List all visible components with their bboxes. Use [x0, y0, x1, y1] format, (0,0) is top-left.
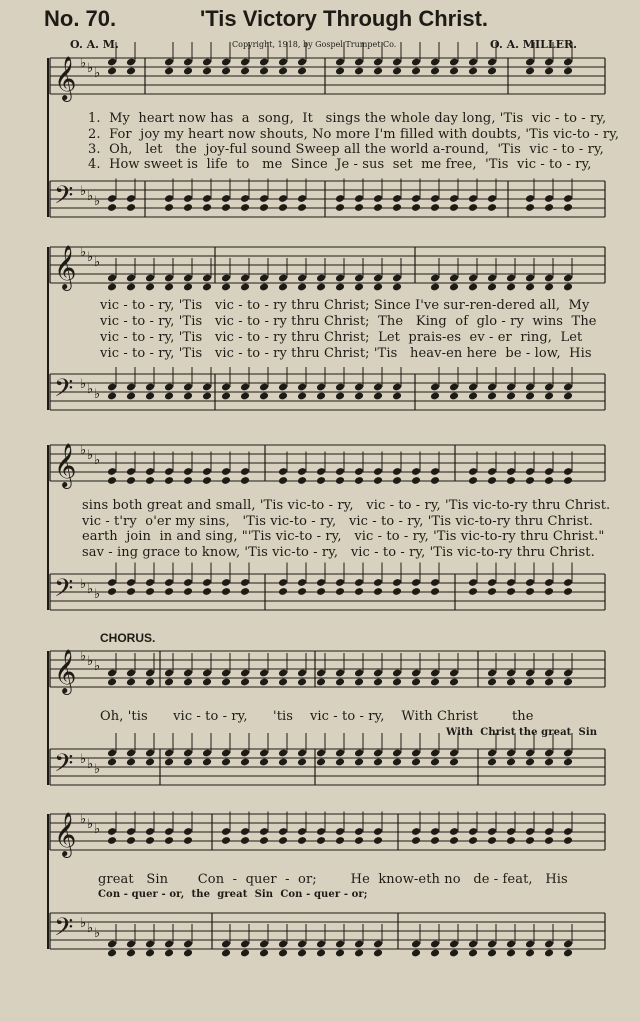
flat-icon: ♭	[94, 453, 101, 468]
bass-clef-icon: 𝄢	[54, 374, 74, 409]
note-head	[544, 949, 554, 958]
note-head	[487, 678, 497, 687]
note-head	[107, 203, 117, 212]
note-head	[449, 836, 459, 845]
note-head	[164, 587, 174, 596]
note-head	[221, 836, 231, 845]
note-head	[392, 392, 402, 401]
flat-icon: ♭	[94, 387, 101, 402]
note-head	[164, 758, 174, 767]
note-head	[164, 203, 174, 212]
note-head	[126, 203, 136, 212]
note-head	[316, 587, 326, 596]
note-head	[278, 949, 288, 958]
flat-icon: ♭	[94, 255, 101, 270]
note-head	[544, 392, 554, 401]
note-head	[145, 283, 155, 292]
note-head	[373, 283, 383, 292]
note-head	[221, 949, 231, 958]
note-head	[525, 949, 535, 958]
note-head	[430, 949, 440, 958]
note-head	[544, 203, 554, 212]
note-head	[183, 392, 193, 401]
note-head	[183, 758, 193, 767]
note-head	[468, 203, 478, 212]
note-head	[202, 392, 212, 401]
note-head	[563, 283, 573, 292]
verse-3-line-1: 3. Oh, let the joy-ful sound Sweep all the world a-round, 'Tis vic - to - ry,	[88, 142, 604, 157]
note-head	[563, 67, 573, 76]
note-head	[525, 392, 535, 401]
note-head	[278, 392, 288, 401]
note-head	[392, 587, 402, 596]
note-head	[392, 758, 402, 767]
note-head	[506, 836, 516, 845]
flat-icon: ♭	[87, 817, 94, 832]
note-head	[202, 283, 212, 292]
note-head	[468, 283, 478, 292]
flat-icon: ♭	[94, 66, 101, 81]
note-head	[563, 476, 573, 485]
note-head	[525, 476, 535, 485]
note-head	[468, 836, 478, 845]
note-head	[430, 476, 440, 485]
note-head	[183, 836, 193, 845]
note-head	[107, 678, 117, 687]
composer-credit: O. A. MILLER.	[490, 38, 577, 51]
note-head	[240, 476, 250, 485]
verse-1-line-3: sins both great and small, 'Tis vic-to - ry, vic - to - ry, 'Tis vic-to-ry thru Christ.	[82, 498, 611, 513]
flat-icon: ♭	[87, 189, 94, 204]
note-head	[373, 587, 383, 596]
flat-icon: ♭	[87, 757, 94, 772]
note-head	[563, 836, 573, 845]
note-head	[221, 758, 231, 767]
note-head	[506, 949, 516, 958]
note-head	[259, 836, 269, 845]
bass-clef-icon: 𝄢	[54, 574, 74, 609]
note-head	[259, 392, 269, 401]
note-head	[145, 678, 155, 687]
note-head	[278, 836, 288, 845]
note-head	[297, 283, 307, 292]
note-head	[316, 283, 326, 292]
flat-icon: ♭	[94, 587, 101, 602]
note-head	[506, 392, 516, 401]
chorus-line-2: great Sin Con - quer - or; He know-eth no de - feat, His	[98, 872, 568, 887]
verse-1-line-1: 1. My heart now has a song, It sings the whole day long, 'Tis vic - to - ry,	[88, 111, 607, 126]
note-head	[392, 283, 402, 292]
note-head	[544, 67, 554, 76]
note-head	[221, 67, 231, 76]
note-head	[164, 836, 174, 845]
note-head	[278, 476, 288, 485]
note-head	[487, 476, 497, 485]
note-head	[316, 476, 326, 485]
note-head	[202, 67, 212, 76]
note-head	[183, 949, 193, 958]
note-head	[506, 758, 516, 767]
note-head	[430, 678, 440, 687]
copyright-notice: Copyright, 1918, by Gospel Trumpet Co.	[232, 40, 397, 49]
note-head	[240, 203, 250, 212]
flat-icon: ♭	[80, 56, 87, 71]
note-head	[164, 476, 174, 485]
verse-4-line-1: 4. How sweet is life to me Since Je - sus set me free, 'Tis vic - to - ry,	[88, 157, 592, 172]
note-head	[449, 678, 459, 687]
note-head	[297, 949, 307, 958]
note-head	[221, 678, 231, 687]
flat-icon: ♭	[80, 443, 87, 458]
note-head	[259, 758, 269, 767]
note-head	[449, 949, 459, 958]
note-head	[563, 587, 573, 596]
note-head	[411, 587, 421, 596]
note-head	[506, 283, 516, 292]
note-head	[297, 392, 307, 401]
note-head	[430, 758, 440, 767]
note-head	[107, 949, 117, 958]
note-head	[335, 67, 345, 76]
note-head	[202, 203, 212, 212]
note-head	[430, 392, 440, 401]
note-head	[335, 587, 345, 596]
note-head	[278, 587, 288, 596]
note-head	[183, 67, 193, 76]
note-head	[335, 758, 345, 767]
note-head	[316, 836, 326, 845]
note-head	[354, 949, 364, 958]
chorus-line-2-echo: Con - quer - or, the great Sin Con - quer - or;	[98, 889, 368, 900]
hymn-number: No. 70.	[44, 6, 117, 31]
note-head	[145, 587, 155, 596]
chorus-label: CHORUS.	[100, 631, 156, 645]
note-head	[354, 836, 364, 845]
note-head	[563, 203, 573, 212]
note-head	[544, 587, 554, 596]
note-head	[335, 203, 345, 212]
flat-icon: ♭	[80, 812, 87, 827]
note-head	[354, 203, 364, 212]
note-head	[354, 758, 364, 767]
note-head	[392, 67, 402, 76]
note-head	[430, 67, 440, 76]
note-head	[373, 203, 383, 212]
note-head	[259, 67, 269, 76]
note-head	[449, 203, 459, 212]
verse-2-line-1: 2. For joy my heart now shouts, No more I'm filled with doubts, 'Tis vic-to - ry,	[88, 127, 620, 142]
note-head	[297, 836, 307, 845]
note-head	[544, 476, 554, 485]
note-head	[525, 836, 535, 845]
verse-2-line-2: vic - to - ry, 'Tis vic - to - ry thru Christ; The King of glo - ry wins The	[100, 314, 597, 329]
flat-icon: ♭	[94, 659, 101, 674]
note-head	[563, 949, 573, 958]
note-head	[278, 758, 288, 767]
note-head	[316, 678, 326, 687]
flat-icon: ♭	[87, 382, 94, 397]
treble-clef-icon: 𝄞	[54, 812, 77, 856]
flat-icon: ♭	[87, 61, 94, 76]
note-head	[468, 949, 478, 958]
verse-2-line-3: vic - t'ry o'er my sins, 'Tis vic-to - ry, vic - to - ry, 'Tis vic-to-ry thru Christ.	[82, 514, 593, 529]
note-head	[506, 678, 516, 687]
note-head	[316, 758, 326, 767]
note-head	[107, 758, 117, 767]
treble-clef-icon: 𝄞	[54, 649, 77, 693]
note-head	[354, 283, 364, 292]
note-head	[107, 67, 117, 76]
note-head	[126, 476, 136, 485]
note-head	[335, 836, 345, 845]
note-head	[164, 67, 174, 76]
note-head	[240, 949, 250, 958]
note-head	[449, 758, 459, 767]
note-head	[278, 203, 288, 212]
note-head	[145, 836, 155, 845]
lyricist-credit: O. A. M.	[70, 38, 119, 51]
note-head	[164, 283, 174, 292]
flat-icon: ♭	[87, 250, 94, 265]
note-head	[544, 836, 554, 845]
flat-icon: ♭	[80, 752, 87, 767]
note-head	[126, 283, 136, 292]
note-head	[525, 203, 535, 212]
flat-icon: ♭	[80, 916, 87, 931]
note-head	[411, 836, 421, 845]
note-head	[544, 678, 554, 687]
note-head	[278, 283, 288, 292]
note-head	[563, 758, 573, 767]
flat-icon: ♭	[80, 184, 87, 199]
note-head	[525, 283, 535, 292]
note-head	[487, 836, 497, 845]
note-head	[392, 203, 402, 212]
note-head	[145, 949, 155, 958]
flat-icon: ♭	[87, 582, 94, 597]
bass-clef-icon: 𝄢	[54, 181, 74, 216]
note-head	[240, 67, 250, 76]
note-head	[544, 283, 554, 292]
note-head	[297, 758, 307, 767]
bass-clef-icon: 𝄢	[54, 749, 74, 784]
note-head	[126, 949, 136, 958]
note-head	[221, 203, 231, 212]
note-head	[525, 67, 535, 76]
note-head	[449, 283, 459, 292]
note-head	[468, 587, 478, 596]
note-head	[487, 283, 497, 292]
note-head	[183, 476, 193, 485]
flat-icon: ♭	[94, 194, 101, 209]
verse-4-line-3: sav - ing grace to know, 'Tis vic-to - ry, vic - to - ry, 'Tis vic-to-ry thru Christ.	[82, 545, 595, 560]
note-head	[221, 283, 231, 292]
flat-icon: ♭	[80, 377, 87, 392]
note-head	[411, 678, 421, 687]
note-head	[354, 67, 364, 76]
note-head	[487, 203, 497, 212]
note-head	[354, 587, 364, 596]
chorus-line-1-echo: With Christ the great Sin	[446, 727, 598, 738]
note-head	[126, 587, 136, 596]
note-head	[145, 758, 155, 767]
note-head	[202, 758, 212, 767]
note-head	[430, 836, 440, 845]
note-head	[411, 476, 421, 485]
note-head	[183, 203, 193, 212]
note-head	[107, 283, 117, 292]
note-head	[411, 203, 421, 212]
note-head	[240, 678, 250, 687]
flat-icon: ♭	[94, 926, 101, 941]
note-head	[449, 67, 459, 76]
note-head	[563, 392, 573, 401]
note-head	[259, 949, 269, 958]
note-head	[183, 587, 193, 596]
note-head	[525, 587, 535, 596]
note-head	[164, 392, 174, 401]
note-head	[544, 758, 554, 767]
note-head	[430, 587, 440, 596]
note-head	[525, 758, 535, 767]
note-head	[202, 678, 212, 687]
note-head	[392, 678, 402, 687]
note-head	[221, 587, 231, 596]
note-head	[354, 476, 364, 485]
note-head	[373, 836, 383, 845]
note-head	[183, 678, 193, 687]
treble-clef-icon: 𝄞	[54, 56, 77, 100]
note-head	[278, 678, 288, 687]
note-head	[373, 67, 383, 76]
flat-icon: ♭	[94, 822, 101, 837]
note-head	[335, 949, 345, 958]
note-head	[354, 678, 364, 687]
note-head	[240, 836, 250, 845]
note-head	[487, 587, 497, 596]
flat-icon: ♭	[94, 762, 101, 777]
note-head	[164, 949, 174, 958]
flat-icon: ♭	[87, 921, 94, 936]
bass-clef-icon: 𝄢	[54, 913, 74, 948]
note-head	[126, 758, 136, 767]
flat-icon: ♭	[80, 577, 87, 592]
note-head	[430, 283, 440, 292]
note-head	[430, 203, 440, 212]
note-head	[297, 587, 307, 596]
flat-icon: ♭	[80, 649, 87, 664]
flat-icon: ♭	[87, 448, 94, 463]
note-head	[373, 949, 383, 958]
verse-3-line-3: earth join in and sing, "'Tis vic-to - ry, vic - to - ry, 'Tis vic-to-ry thru Christ."	[82, 529, 605, 544]
note-head	[107, 587, 117, 596]
note-head	[316, 392, 326, 401]
treble-clef-icon: 𝄞	[54, 245, 77, 289]
note-head	[335, 283, 345, 292]
note-head	[126, 836, 136, 845]
note-head	[164, 678, 174, 687]
note-head	[373, 392, 383, 401]
note-head	[297, 678, 307, 687]
note-head	[563, 678, 573, 687]
note-head	[240, 283, 250, 292]
flat-icon: ♭	[87, 654, 94, 669]
note-head	[183, 283, 193, 292]
note-head	[506, 476, 516, 485]
note-head	[145, 392, 155, 401]
note-head	[468, 67, 478, 76]
note-head	[449, 392, 459, 401]
note-head	[297, 67, 307, 76]
flat-icon: ♭	[80, 245, 87, 260]
note-head	[240, 392, 250, 401]
treble-clef-icon: 𝄞	[54, 443, 77, 487]
note-head	[506, 587, 516, 596]
note-head	[126, 392, 136, 401]
note-head	[126, 678, 136, 687]
note-head	[335, 392, 345, 401]
note-head	[297, 203, 307, 212]
verse-4-line-2: vic - to - ry, 'Tis vic - to - ry thru Christ; 'Tis heav-en here be - low, His	[100, 346, 592, 361]
chorus-line-1: Oh, 'tis vic - to - ry, 'tis vic - to - ry, With Christ the	[100, 709, 534, 724]
note-head	[202, 476, 212, 485]
note-head	[221, 392, 231, 401]
note-head	[259, 283, 269, 292]
note-head	[487, 392, 497, 401]
note-head	[335, 678, 345, 687]
note-head	[240, 587, 250, 596]
verse-3-line-2: vic - to - ry, 'Tis vic - to - ry thru Christ; Let prais-es ev - er ring, Let	[100, 330, 583, 345]
note-head	[240, 758, 250, 767]
note-head	[354, 392, 364, 401]
note-head	[487, 67, 497, 76]
note-head	[278, 67, 288, 76]
note-head	[411, 758, 421, 767]
note-head	[297, 476, 307, 485]
note-head	[107, 836, 117, 845]
note-head	[392, 476, 402, 485]
note-head	[221, 476, 231, 485]
hymn-title: 'Tis Victory Through Christ.	[200, 6, 489, 31]
note-head	[373, 476, 383, 485]
note-head	[107, 476, 117, 485]
note-head	[316, 949, 326, 958]
note-head	[411, 949, 421, 958]
verse-1-line-2: vic - to - ry, 'Tis vic - to - ry thru Christ; Since I've sur-ren-dered all, My	[100, 298, 590, 313]
note-head	[373, 678, 383, 687]
note-head	[487, 949, 497, 958]
note-head	[335, 476, 345, 485]
note-head	[468, 476, 478, 485]
note-head	[126, 67, 136, 76]
note-head	[145, 476, 155, 485]
note-head	[487, 758, 497, 767]
note-head	[259, 678, 269, 687]
note-head	[202, 587, 212, 596]
note-head	[373, 758, 383, 767]
note-head	[525, 678, 535, 687]
note-head	[411, 67, 421, 76]
note-head	[468, 392, 478, 401]
note-head	[259, 203, 269, 212]
note-head	[107, 392, 117, 401]
